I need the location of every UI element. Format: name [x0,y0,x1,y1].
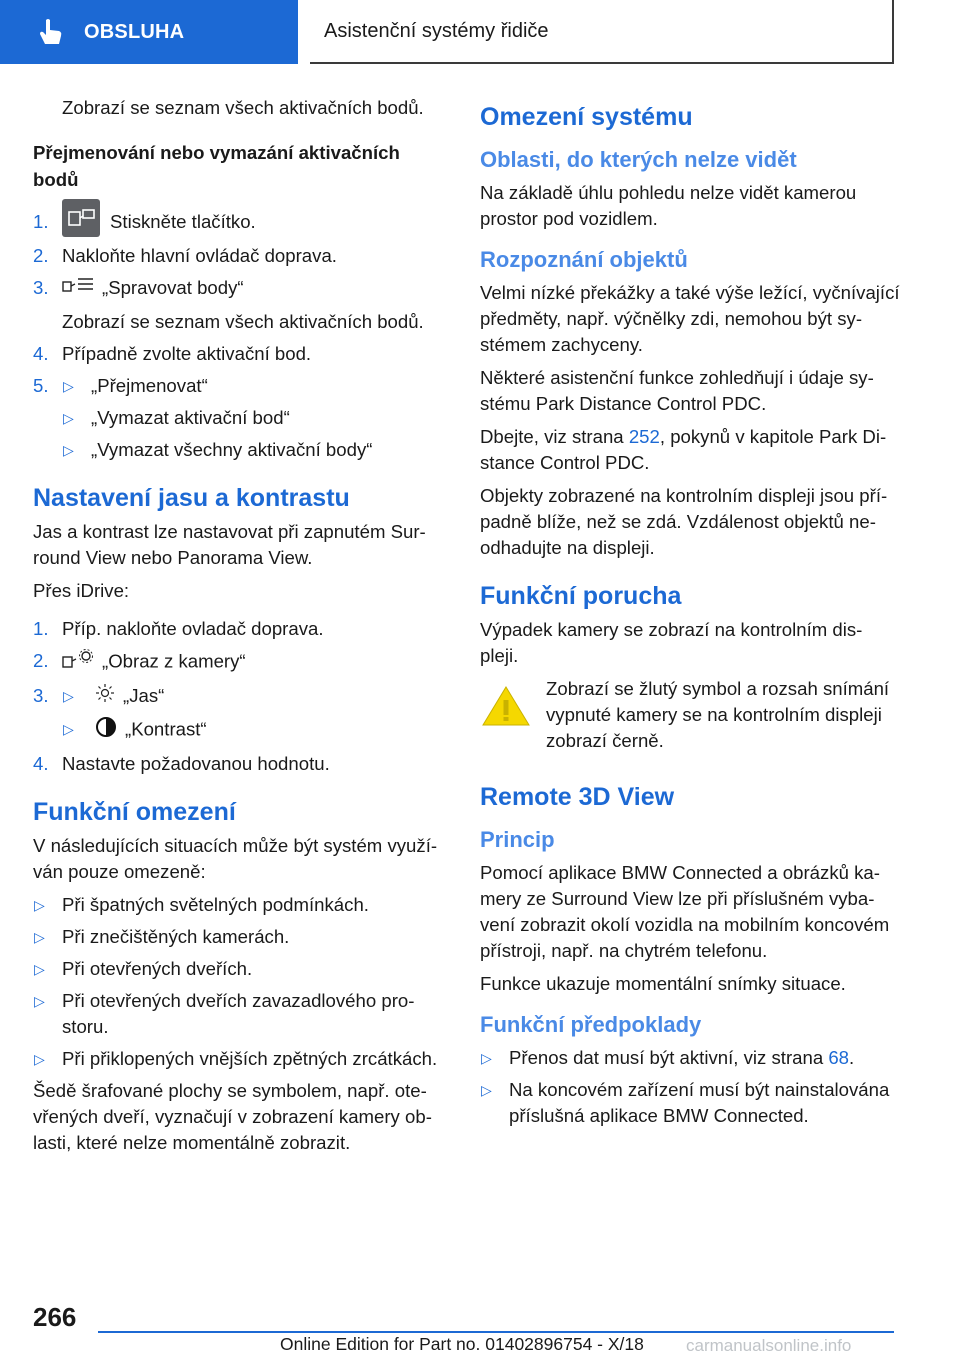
sub-list-item: ▷ „Vymazat aktivační bod“ [62,405,445,431]
section-tab [0,0,298,64]
sub-list-item: ▷ „Vymazat všechny aktivační body“ [62,437,445,463]
list-item: 2. „Obraz z kamery“ [33,648,445,677]
watermark: carmanualsonline.info [686,1336,852,1355]
bullet-triangle-icon: ▷ [63,409,74,426]
bullet-triangle-icon: ▷ [63,377,74,394]
chapter-header [310,0,894,64]
page-link-252[interactable]: 252 [628,426,660,447]
objects-text-2: Některé asistenční funkce zohledňují i údaje sy- stému Park Distance Control PDC. [480,367,874,414]
camera-settings-icon [62,648,94,677]
right-column [480,102,900,1135]
object-detection-heading: Rozpoznání objektů [480,247,688,272]
list-item: 4. Nastavte požadovanou hodnotu. [33,753,330,775]
list-item: ▷ Při špatných světelných podmínkách. [33,892,445,918]
list-item: 1. Příp. nakloňte ovladač doprava. [33,617,324,639]
contrast-icon [95,716,117,745]
remote-3d-view-heading: Remote 3D View [480,783,675,811]
grey-areas-text: Šedě šrafované plochy se symbolem, např. ote- vřených dveří, vyznačují v zobrazení kamery ob- lasti, které nelze momentálně zobrazit. [33,1080,432,1154]
bullet-triangle-icon: ▷ [34,929,45,946]
list-item: 3. „Spravovat body“ Zobrazí se seznam všech aktivačních bodů. [33,275,445,335]
footer-divider [98,1331,894,1333]
hand-pointer-icon [36,17,66,47]
bullet-triangle-icon: ▷ [63,687,74,704]
camera-view-button-icon [62,199,100,237]
list-item: 3. ▷ „Jas“ [33,683,445,711]
sub-list-item: ▷ „Kontrast“ [62,716,445,745]
section-title: OBSLUHA [84,20,185,43]
requirements-heading: Funkční předpoklady [480,1012,702,1037]
list-item: ▷ Při přiklopených vnějších zpětných zrcátkách. [33,1046,445,1072]
bullet-triangle-icon: ▷ [63,721,74,738]
left-column [33,95,445,1163]
rename-heading: Přejmenování nebo vymazání aktivačních bodů [33,142,400,190]
list-item: 4. Případně zvolte aktivační bod. [33,342,312,364]
idrive-text: Přes iDrive: [33,579,130,601]
list-item: ▷ Přenos dat musí být aktivní, viz strana 68. [480,1045,900,1071]
principle-text: Pomocí aplikace BMW Connected a obrázků ka- mery ze Surround View lze při příslušném vyba- vení zobrazit okolí vozidla na mobilním koncovém přístroji, např. na chytrém telefonu. [480,862,890,961]
bullet-triangle-icon: ▷ [481,1082,492,1098]
brightness-icon [95,683,115,710]
system-limits-heading: Omezení systému [480,103,693,131]
blind-areas-text: Na základě úhlu pohledu nelze vidět kamerou prostor pod vozidlem. [480,182,857,229]
warning-triangle-icon [480,684,532,733]
objects-text-4: Objekty zobrazené na kontrolním displeji jsou pří- padně blíže, než se zdá. Vzdálenost objektů ne- odhadujte na displeji. [480,485,888,558]
objects-text-1: Velmi nízké překážky a také výše ležící, vyčnívající předměty, např. výčnělky zdi, nemohou být sy- stémem zachyceny. [480,282,900,355]
bullet-triangle-icon: ▷ [481,1050,492,1066]
malfunction-text: Výpadek kamery se zobrazí na kontrolním dis- pleji. [480,619,863,666]
list-item: ▷ Při otevřených dveřích. [33,956,445,982]
list-item: 2. Nakloňte hlavní ovládač doprava. [33,245,337,267]
blind-areas-heading: Oblasti, do kterých nelze vidět [480,147,797,172]
step-note: Zobrazí se seznam všech aktivačních bodů. [62,310,424,332]
intro-text: Zobrazí se seznam všech aktivačních bodů. [62,97,424,118]
brightness-text: Jas a kontrast lze nastavovat při zapnutém Sur- round View nebo Panorama View. [33,520,426,568]
page-link-68[interactable]: 68 [828,1047,850,1068]
bullet-triangle-icon: ▷ [34,993,45,1010]
list-item: ▷ Při otevřených dveřích zavazadlového pro- storu. [34,990,415,1038]
limits-heading: Funkční omezení [33,798,236,827]
list-item: ▷ Při znečištěných kamerách. [33,924,445,950]
edition-text: Online Edition for Part no. 01402896754 - X/18 [280,1334,644,1354]
manage-points-icon [62,276,94,303]
list-item: 5. ▷ „Přejmenovat“ [33,373,445,399]
brightness-heading: Nastavení jasu a kontrastu [33,483,350,512]
objects-text-3: Dbejte, viz strana 252, pokynů v kapitole Park Di- stance Control PDC. [480,426,887,473]
principle-text-2: Funkce ukazuje momentální snímky situace. [480,973,846,994]
malfunction-heading: Funkční porucha [480,582,682,610]
chapter-title: Asistenční systémy řidiče [324,19,549,42]
principle-heading: Princip [480,827,555,852]
warning-text: Zobrazí se žlutý symbol a rozsah snímání vypnuté kamery se na kontrolním displeji zobrazí černě. [546,678,890,751]
list-item: ▷ Na koncovém zařízení musí být nainstalována příslušná aplikace BMW Connected. [481,1079,890,1126]
bullet-triangle-icon: ▷ [34,1051,45,1068]
bullet-triangle-icon: ▷ [34,961,45,978]
page-number: 266 [33,1302,77,1332]
warning-note [480,676,900,754]
limits-text: V následujících situacích může být systém využí- ván pouze omezeně: [33,835,438,883]
list-item: 1. Stiskněte tlačítko. [33,209,445,237]
bullet-triangle-icon: ▷ [34,897,45,914]
bullet-triangle-icon: ▷ [63,441,74,458]
